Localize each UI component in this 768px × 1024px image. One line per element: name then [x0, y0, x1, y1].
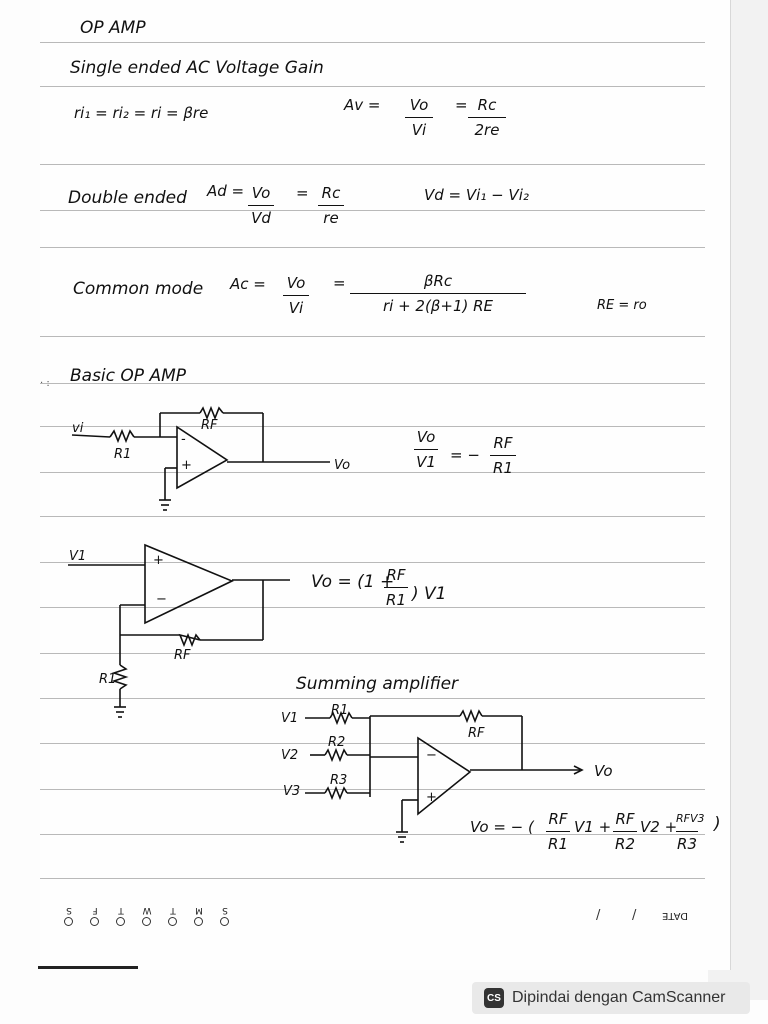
summing-eq-lhs: Vo = − (: [470, 818, 534, 836]
ruled-line: [40, 86, 705, 87]
date-label: DATE: [662, 910, 689, 921]
fraction-denominator: V1: [416, 453, 436, 471]
noninverting-eq-lhs: Vo = (1 +: [311, 572, 395, 592]
rf-label: RF: [201, 418, 218, 433]
double-ended-heading: Double ended: [68, 188, 187, 208]
fraction-bar: [283, 295, 309, 296]
common-mode-heading: Common mode: [73, 279, 204, 299]
circle-icon: [91, 917, 100, 926]
ruled-line: [40, 247, 705, 248]
single-ended-heading: Single ended AC Voltage Gain: [70, 58, 324, 78]
page-title: OP AMP: [80, 18, 146, 38]
fraction-denominator: R2: [615, 835, 635, 853]
plus-input: +: [181, 458, 192, 473]
fraction-denominator: R1: [548, 835, 568, 853]
v2-input-label: V2: [281, 748, 299, 763]
vi-input-label: vi: [72, 421, 84, 436]
rc-over-re-fraction: [318, 184, 344, 227]
rf-over-r1-fraction: [546, 810, 570, 853]
scan-speck: · :: [40, 378, 50, 389]
fraction-numerator: Rc: [321, 184, 341, 202]
inverting-gain-lhs: [414, 428, 438, 471]
r1-label: R1: [114, 447, 132, 462]
summing-amplifier-heading: Summing amplifier: [296, 674, 459, 694]
r1-label: R1: [99, 672, 117, 687]
watermark-text: Dipindai dengan CamScanner: [512, 989, 726, 1006]
ruled-line: [40, 42, 705, 43]
rc-over-2re-fraction: [468, 96, 506, 139]
r3-label: R3: [330, 773, 348, 788]
fraction-bar: [350, 293, 526, 294]
circle-icon: [117, 917, 126, 926]
fraction-numerator: Vo: [251, 184, 271, 202]
fraction-denominator: Vi: [411, 121, 427, 139]
weekday-marker: S: [218, 905, 232, 926]
ad-fraction: [248, 184, 274, 227]
minus-input: -: [181, 432, 186, 447]
ruled-line: [40, 878, 705, 879]
weekday-marker: T: [166, 905, 180, 926]
weekday-marker: F: [88, 905, 102, 926]
basic-opamp-heading: Basic OP AMP: [70, 366, 186, 386]
fraction-denominator: R1: [386, 591, 406, 609]
fraction-denominator: re: [323, 209, 339, 227]
page-edge-mark: [38, 966, 138, 969]
equals-sign: =: [455, 96, 468, 114]
v1-term: V1 +: [574, 818, 612, 836]
noninverting-amplifier-circuit: [60, 535, 360, 725]
weekday-marker: S: [62, 905, 76, 926]
rf-label: RF: [174, 648, 191, 663]
fraction-numerator: Vo: [416, 428, 436, 446]
summing-eq-rhs: ): [714, 814, 721, 834]
fraction-bar: [676, 831, 698, 832]
vo-output-label: Vo: [594, 762, 613, 780]
ruled-line: [40, 164, 705, 165]
fraction-bar: [384, 587, 408, 588]
circle-icon: [195, 917, 204, 926]
ac-fraction: [283, 274, 309, 317]
fraction-bar: [490, 455, 516, 456]
av-fraction: [405, 96, 433, 139]
equals-sign: =: [296, 184, 309, 202]
noninverting-eq-rhs: ) V1: [412, 584, 447, 604]
ruled-line: [40, 336, 705, 337]
fraction-bar: [248, 205, 274, 206]
r1-label: R1: [331, 703, 349, 718]
fraction-denominator: Vi: [288, 299, 304, 317]
fraction-bar: [414, 449, 438, 450]
fraction-bar: [546, 831, 570, 832]
fraction-bar: [468, 117, 506, 118]
fraction-numerator: RF: [615, 810, 635, 828]
circle-icon: [169, 917, 178, 926]
weekday-markers: [62, 905, 232, 926]
vd-equation: Vd = Vi₁ − Vi₂: [424, 186, 529, 204]
fraction-denominator: 2re: [474, 121, 500, 139]
fraction-bar: [405, 117, 433, 118]
fraction-denominator: R1: [493, 459, 513, 477]
rf-over-r2-fraction: [613, 810, 637, 853]
fraction-numerator: RF: [493, 434, 513, 452]
camscanner-logo-icon: CS: [484, 988, 504, 1008]
plus-input: +: [426, 790, 437, 805]
circle-icon: [221, 917, 230, 926]
date-slash: /: [596, 908, 601, 923]
fraction-denominator: R3: [677, 835, 697, 853]
input-resistance-eq: ri₁ = ri₂ = ri = βre: [74, 104, 209, 122]
fraction-numerator: RFV3: [676, 812, 705, 825]
weekday-marker: W: [140, 905, 154, 926]
rf-over-r1-fraction: [384, 566, 408, 609]
common-mode-fraction: [350, 272, 526, 315]
weekday-marker: M: [192, 905, 206, 926]
fraction-numerator: Rc: [477, 96, 497, 114]
v3-input-label: V3: [283, 784, 301, 799]
circle-icon: [65, 917, 74, 926]
minus-input: −: [426, 748, 437, 763]
minus-input: −: [156, 592, 167, 607]
ruled-line: [40, 210, 705, 211]
camscanner-watermark: [472, 982, 750, 1014]
re-note: RE = ro: [597, 298, 647, 313]
fraction-denominator: Vd: [251, 209, 271, 227]
v1-input-label: V1: [281, 711, 299, 726]
fraction-numerator: RF: [386, 566, 406, 584]
r2-label: R2: [328, 735, 346, 750]
date-slash: /: [632, 908, 637, 923]
circle-icon: [143, 917, 152, 926]
vo-output-label: Vo: [334, 458, 351, 473]
fraction-numerator: RF: [548, 810, 568, 828]
weekday-marker: T: [114, 905, 128, 926]
fraction-bar: [613, 831, 637, 832]
fraction-numerator: βRc: [423, 272, 453, 290]
equals-sign: =: [333, 274, 346, 292]
plus-input: +: [153, 553, 164, 568]
v2-term: V2 +: [640, 818, 678, 836]
fraction-numerator: Vo: [409, 96, 429, 114]
rf-label: RF: [468, 726, 485, 741]
fraction-bar: [318, 205, 344, 206]
ac-label: Ac =: [230, 275, 266, 293]
rfv3-over-r3-fraction: [676, 810, 705, 853]
fraction-denominator: ri + 2(β+1) RE: [382, 297, 494, 315]
v1-input-label: V1: [69, 549, 87, 564]
equals-minus: = −: [450, 446, 480, 464]
fraction-numerator: Vo: [286, 274, 306, 292]
ad-label: Ad =: [207, 182, 245, 200]
rf-over-r1-fraction: [490, 434, 516, 477]
av-label: Av =: [344, 96, 381, 114]
